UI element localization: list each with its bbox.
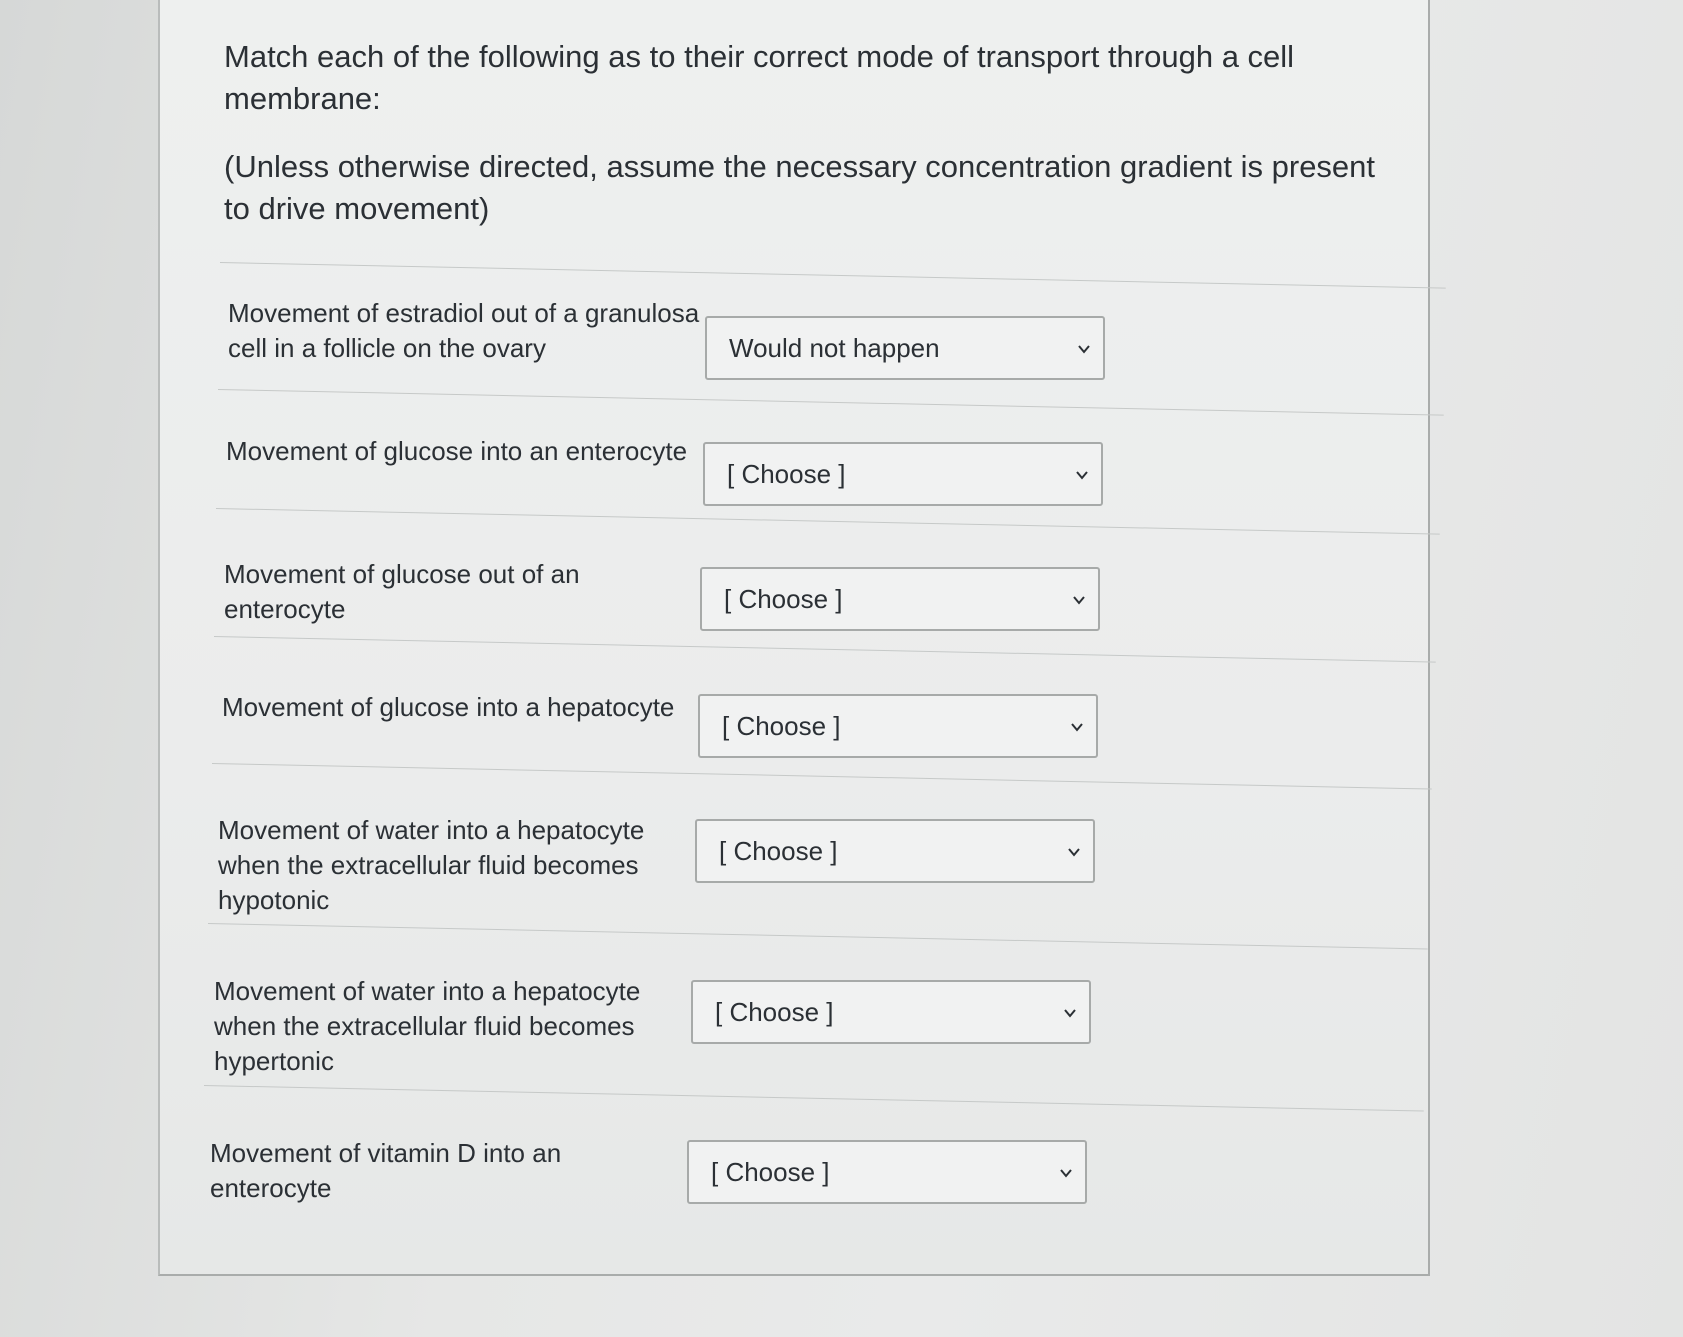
match-row <box>160 974 1432 1084</box>
match-row <box>160 1134 1432 1244</box>
dropdown-selected-value: [ Choose ] <box>711 1157 830 1187</box>
chevron-down-icon <box>1077 342 1091 356</box>
chevron-down-icon <box>1070 720 1084 734</box>
dropdown-selected-value: [ Choose ] <box>719 836 838 866</box>
chevron-down-icon <box>1075 468 1089 482</box>
match-row <box>160 296 1432 406</box>
answer-dropdown[interactable] <box>705 316 1105 380</box>
answer-dropdown[interactable] <box>698 694 1098 758</box>
quiz-question-panel <box>158 0 1430 1276</box>
match-prompt: Movement of estradiol out of a granulosa cell in a follicle on the ovary <box>228 298 700 363</box>
match-row <box>160 688 1432 798</box>
answer-dropdown[interactable] <box>703 442 1103 506</box>
answer-dropdown[interactable] <box>695 819 1095 883</box>
question-note: (Unless otherwise directed, assume the necessary concentration gradient is present to drive movement) <box>224 149 1376 226</box>
divider <box>204 1085 1424 1112</box>
match-row <box>160 813 1432 923</box>
divider <box>220 262 1446 289</box>
match-prompt: Movement of glucose into a hepatocyte <box>222 692 675 722</box>
dropdown-selected-value: Would not happen <box>729 333 940 363</box>
match-prompt: Movement of glucose out of an enterocyte <box>224 559 580 624</box>
match-prompt: Movement of vitamin D into an enterocyte <box>210 1138 562 1203</box>
answer-dropdown[interactable] <box>687 1140 1087 1204</box>
match-prompt: Movement of water into a hepatocyte when the extracellular fluid becomes hypotonic <box>218 815 645 915</box>
match-row <box>160 430 1432 540</box>
match-row <box>160 553 1432 663</box>
dropdown-selected-value: [ Choose ] <box>715 997 834 1027</box>
dropdown-selected-value: [ Choose ] <box>722 711 841 741</box>
answer-dropdown[interactable] <box>691 980 1091 1044</box>
chevron-down-icon <box>1067 845 1081 859</box>
match-prompt: Movement of water into a hepatocyte when the extracellular fluid becomes hypertonic <box>214 976 641 1076</box>
answer-dropdown[interactable] <box>700 567 1100 631</box>
chevron-down-icon <box>1063 1006 1077 1020</box>
dropdown-selected-value: [ Choose ] <box>724 584 843 614</box>
dropdown-selected-value: [ Choose ] <box>727 459 846 489</box>
divider <box>208 923 1428 950</box>
question-instruction: Match each of the following as to their correct mode of transport through a cell membrane: <box>224 39 1295 116</box>
chevron-down-icon <box>1059 1166 1073 1180</box>
chevron-down-icon <box>1072 593 1086 607</box>
match-prompt: Movement of glucose into an enterocyte <box>226 436 688 466</box>
question-text <box>224 36 1384 230</box>
